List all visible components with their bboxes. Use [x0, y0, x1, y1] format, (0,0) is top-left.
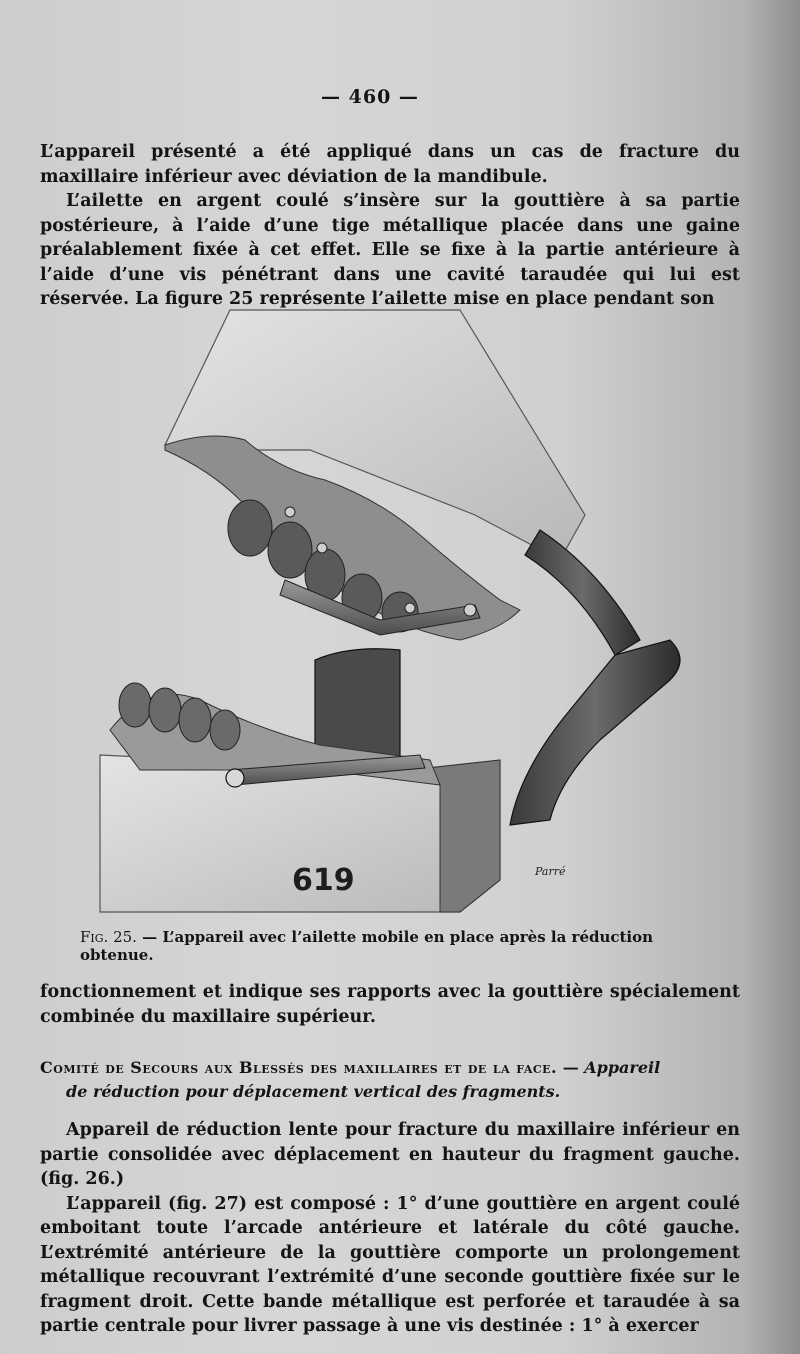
continuation-text — [40, 980, 740, 1029]
intro-text — [40, 140, 740, 312]
section-italic-1: Appareil — [584, 1058, 661, 1077]
section-paragraph-2: L’appareil (fig. 27) est composé : 1° d’une gouttière en argent coulé emboitant toute l’arcade antérieure et latérale du côté gauche. L’extrémité antérieure de la gouttière comporte un prolongement métallique recouvrant l’extrémité d’une seconde gouttière fixée sur le fragment droit. Cette bande métallique est perforée et taraudée à sa partie centrale pour livrer passage à une vis destinée : 1° à exercer — [40, 1193, 740, 1336]
intro-paragraph-2: L’ailette en argent coulé s’insère sur la gouttière à sa partie postérieure, à l’aide d’une tige métallique placée dans une gaine préalablement fixée à cet effet. Elle se fixe à la partie antérieure à l’aide d’une vis pénétrant dans une cavité taraudée qui lui est réservée. La figure 25 représente l’ailette mise en place pendant son — [40, 191, 740, 309]
connecting-arm — [525, 530, 640, 655]
section-dash: — — [557, 1058, 585, 1077]
figure-caption — [80, 928, 720, 964]
section-paragraph-1: Appareil de réduction lente pour fracture du maxillaire inférieur en partie consolidée avec déplacement en hauteur du fragment gauche. (fig. 26.) — [40, 1120, 740, 1189]
section-committee: Comité de Secours aux Blessés des maxillaires et de la face. — [40, 1058, 558, 1077]
figure-label: Fig. 25. — [80, 928, 137, 946]
engraver-signature: Parré — [535, 865, 566, 878]
plate-number: 619 — [292, 863, 355, 898]
dental-apparatus-engraving — [80, 300, 720, 920]
figure-illustration — [80, 300, 720, 920]
section-text — [40, 1056, 740, 1339]
lower-wing-arm — [510, 640, 680, 825]
continuation-paragraph: fonctionnement et indique ses rapports avec la gouttière spécialement combinée du maxillaire supérieur. — [40, 982, 740, 1027]
intro-paragraph-1: L’appareil présenté a été appliqué dans un cas de fracture du maxillaire inférieur avec déviation de la mandibule. — [40, 142, 740, 187]
section-italic-2: de réduction pour déplacement vertical des fragments. — [66, 1082, 561, 1101]
page-number: — 460 — — [321, 86, 419, 108]
lower-screw — [226, 769, 244, 787]
section-heading — [40, 1056, 740, 1104]
figure-caption-text: — L’appareil avec l’ailette mobile en place après la réduction obtenue. — [80, 928, 654, 964]
